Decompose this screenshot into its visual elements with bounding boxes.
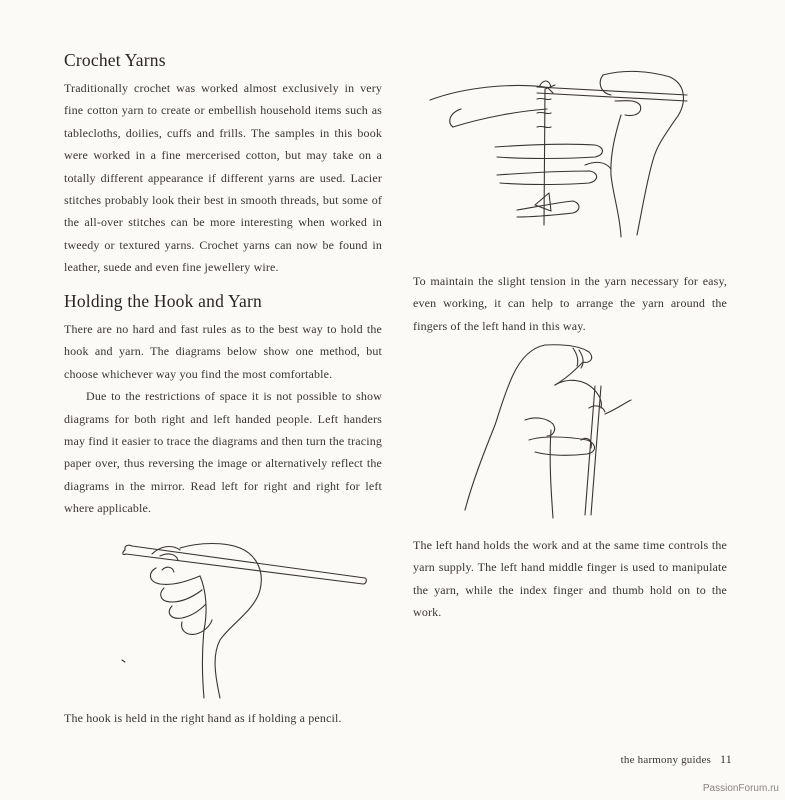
caption-tension: To maintain the slight tension in the yarn necessary for easy, even working, it can help to arrange the yarn around the fingers of the left hand in this way. — [413, 274, 727, 333]
page-footer — [621, 752, 732, 767]
section-holding-hook — [64, 291, 382, 520]
paragraph-crochet-yarns: Traditionally crochet was worked almost exclusively in very fine cotton yarn to create or embellish household items such as tablecloths, doilies, cuffs and frills. The samples in this book were worked in a fine mercerised cotton, but may take on a totally different appearance if different yarns are used. Lacier stitches probably look their best in smooth threads, but some of the all-over stitches can be more interesting when worked in tweedy or textured yarns. Crochet yarns can now be found in leather, suede and even fine jewellery wire. — [64, 81, 382, 275]
watermark: PassionForum.ru — [702, 783, 779, 794]
caption-hook: The hook is held in the right hand as if holding a pencil. — [64, 711, 342, 725]
yarn-fingers-illustration — [425, 65, 695, 245]
paragraph-holding-hook-1: There are no hard and fast rules as to the best way to hold the hook and yarn. The diagrams below show one method, but choose whichever way you find the most comfortable. — [64, 322, 382, 381]
hook-hand-illustration — [120, 540, 370, 700]
left-hand-illustration — [455, 340, 645, 520]
series-title: the harmony guides — [620, 754, 712, 766]
heading-holding-hook: Holding the Hook and Yarn — [64, 291, 262, 311]
section-crochet-yarns — [64, 50, 382, 279]
paragraph-holding-hook-2: Due to the restrictions of space it is not possible to show diagrams for both right and left handed people. Left handers may find it easier to trace the diagrams and then turn the tracing paper over, thus reversing the image or alternatively reflect the diagrams in the mirror. Read left for right and right for left where applicable. — [64, 389, 382, 516]
heading-crochet-yarns: Crochet Yarns — [64, 50, 166, 70]
caption-left-hand: The left hand holds the work and at the same time controls the yarn supply. The left hand middle finger is used to manipulate the yarn, while the index finger and thumb hold on to the work. — [413, 538, 727, 620]
page-number: 11 — [720, 752, 732, 766]
